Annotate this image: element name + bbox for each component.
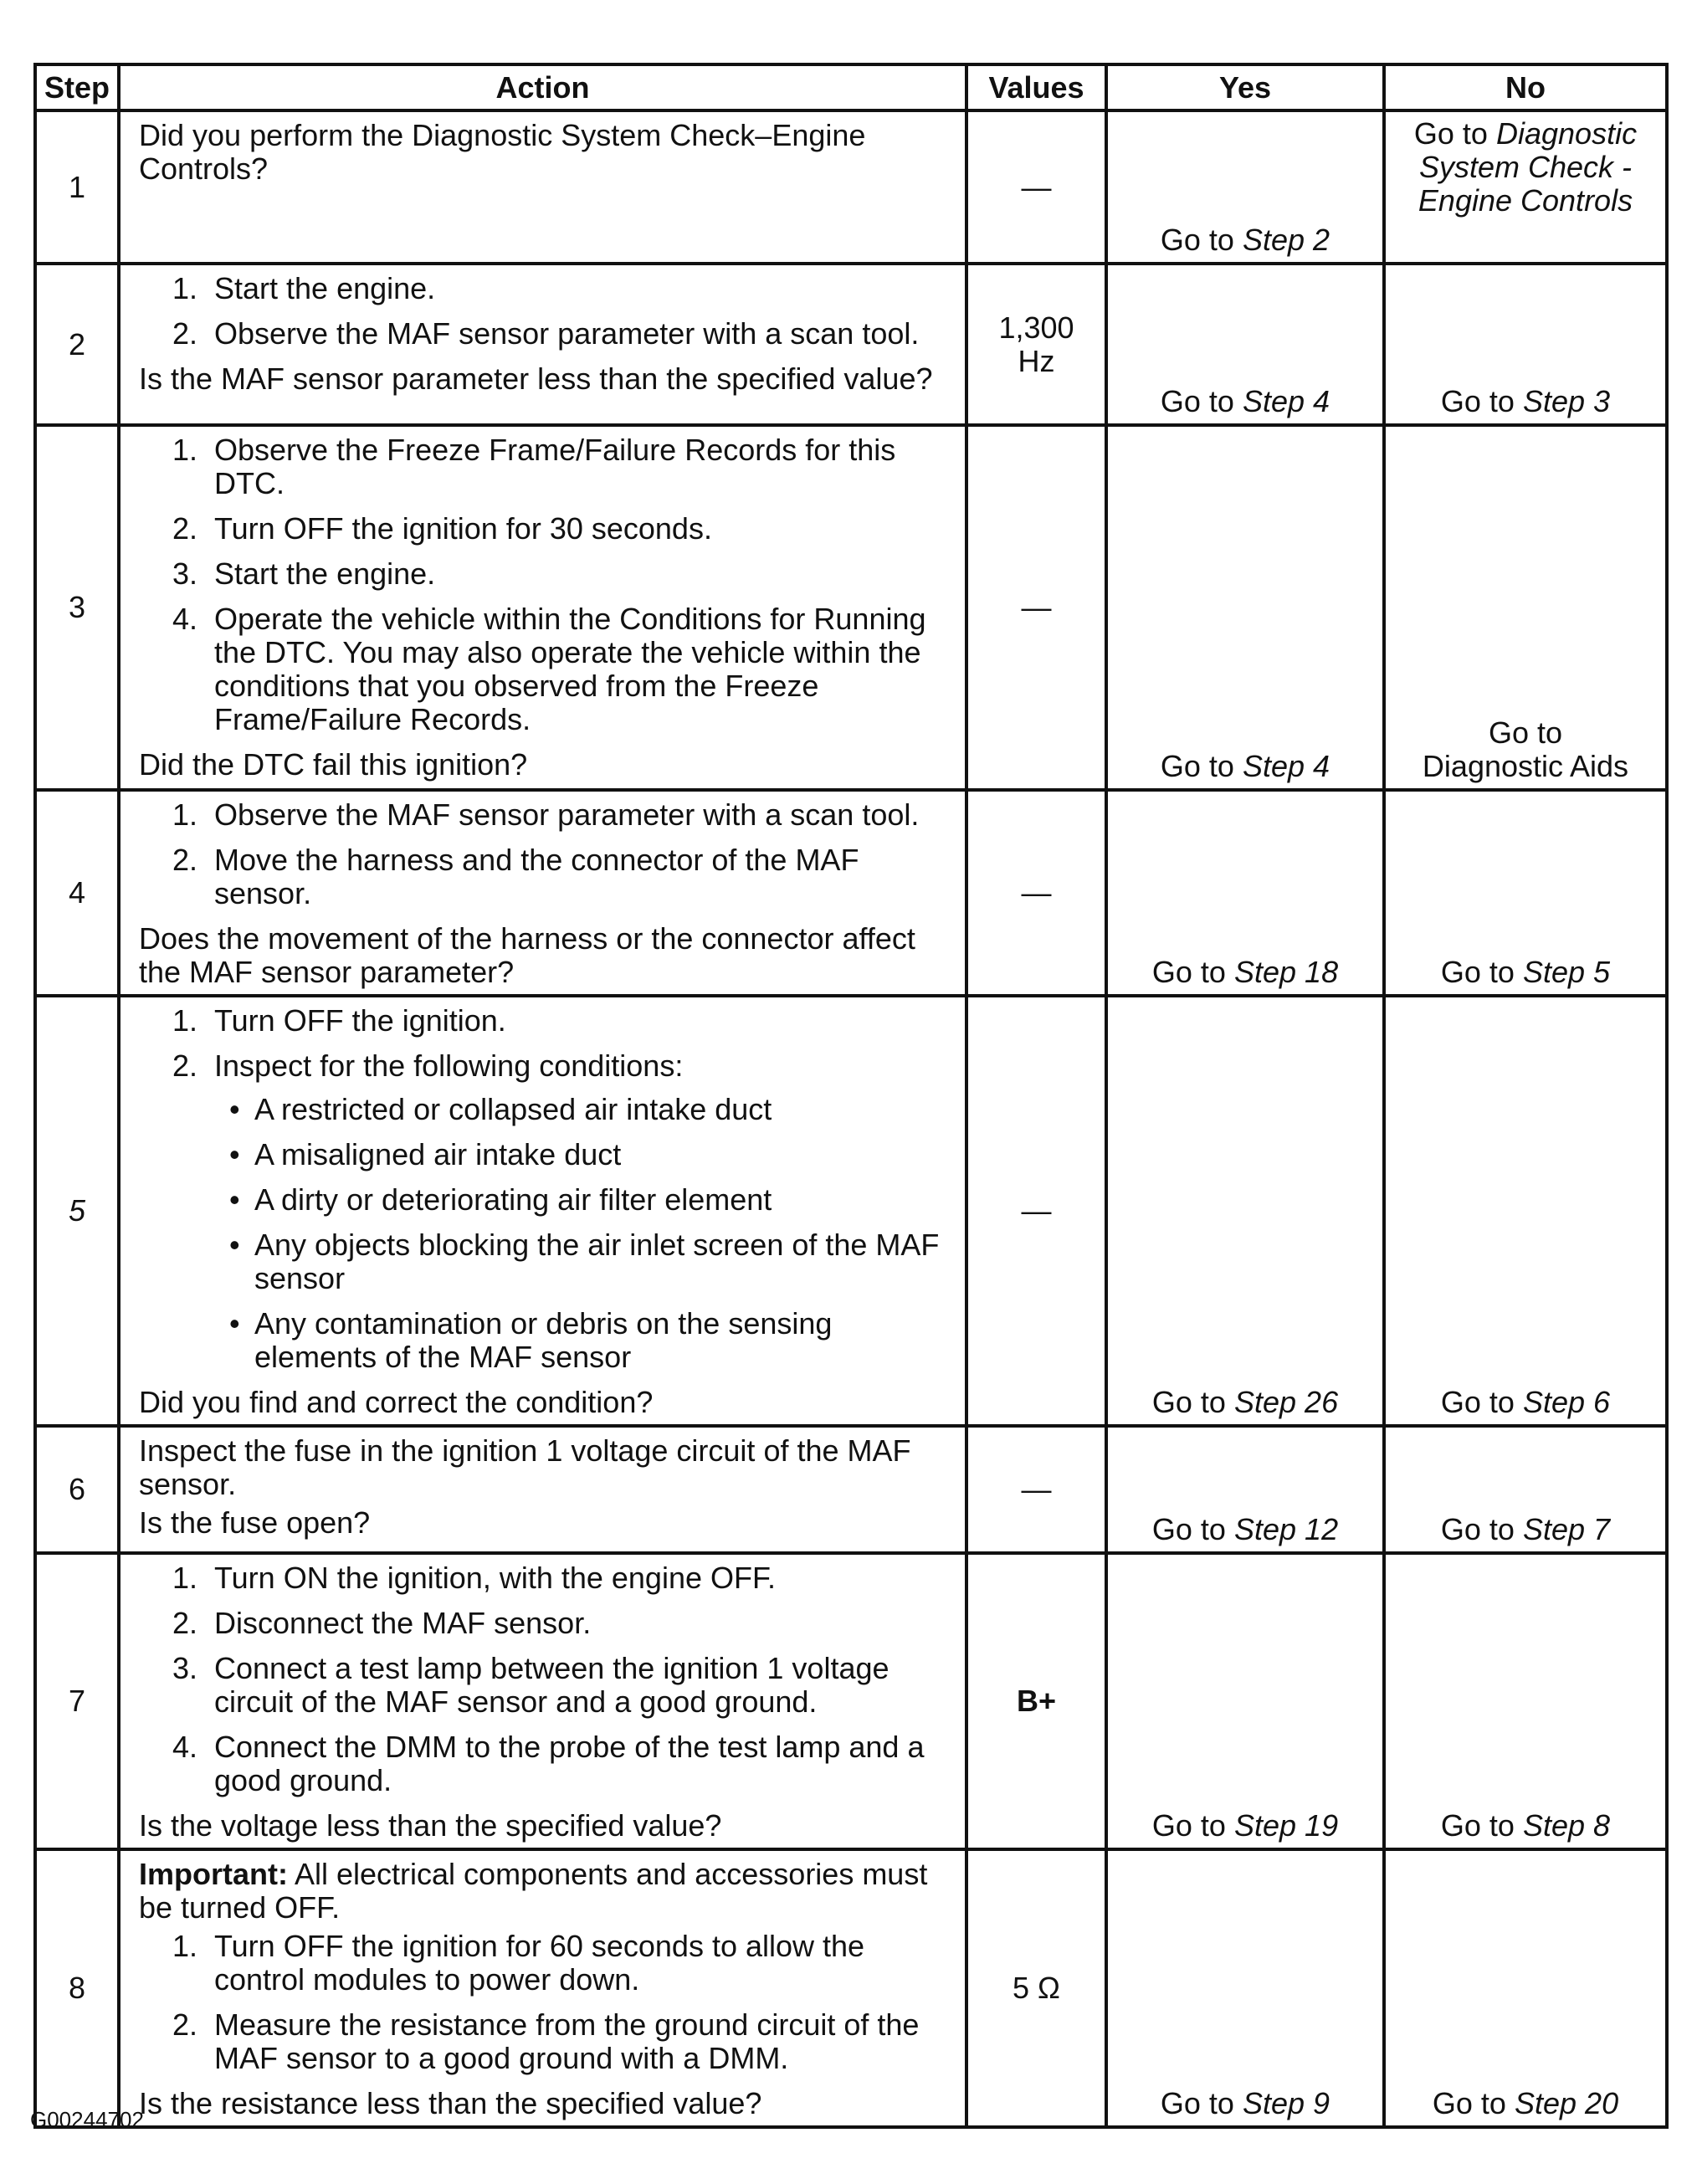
no-diagnostic-aids-link[interactable]: Go to Diagnostic Aids (1422, 715, 1629, 783)
action-question: Is the resistance less than the specified value? (139, 2086, 762, 2120)
yes-cell (1106, 264, 1384, 425)
action-question: Did the DTC fail this ignition? (139, 747, 528, 782)
diagnostic-table (33, 63, 1669, 2129)
action-cell (119, 790, 966, 996)
action-cell (119, 110, 966, 264)
step-number: 5 (35, 996, 119, 1426)
no-prefix: Go to (1440, 1808, 1515, 1843)
important-text: All electrical components and accessories must be turned OFF. (139, 1857, 928, 1925)
action-step: 2. Observe the MAF sensor parameter with a scan tool. (172, 316, 920, 351)
yes-step-link[interactable]: Step 4 (1242, 749, 1330, 783)
no-cell (1384, 264, 1667, 425)
yes-prefix: Go to (1151, 1385, 1226, 1419)
no-cell (1384, 1426, 1667, 1553)
step-number: 6 (35, 1426, 119, 1553)
table-row (35, 1553, 1667, 1849)
header-step: Step (35, 64, 119, 110)
step-number: 1 (35, 110, 119, 264)
action-step: 2. Measure the resistance from the ground circuit of the MAF sensor to a good ground with a DMM. (172, 2007, 920, 2075)
no-prefix: Go to (1440, 384, 1515, 418)
yes-prefix: Go to (1151, 1512, 1226, 1546)
action-steps (129, 1561, 956, 1797)
value-cell: — (966, 110, 1106, 264)
action-question: Is the MAF sensor parameter less than the specified value? (139, 361, 933, 396)
action-question: Does the movement of the harness or the connector affect the MAF sensor parameter? (139, 921, 915, 989)
action-question: Did you find and correct the condition? (139, 1385, 654, 1419)
no-step-link[interactable]: Diagnostic System Check - Engine Controls (1418, 116, 1638, 218)
action-step: 1. Observe the MAF sensor parameter with a scan tool. (172, 797, 920, 832)
no-step-link[interactable]: Step 7 (1522, 1512, 1611, 1546)
step-number: 7 (35, 1553, 119, 1849)
value-cell: 1,300 Hz (966, 264, 1106, 425)
yes-cell (1106, 1426, 1384, 1553)
table-row (35, 996, 1667, 1426)
action-cell (119, 1426, 966, 1553)
action-step: 3. Start the engine. (172, 556, 436, 591)
table-row (35, 264, 1667, 425)
action-step: 2. Inspect for the following conditions: • A restricted or collapsed air intake duct • A misaligned air intake duct • A dirty or deteriorating air filter element • Any objects blocking the air inlet screen of the MAF sensor • Any contamination or debris on the sensing elements of the MAF sensor (172, 1049, 956, 1374)
value-cell: — (966, 996, 1106, 1426)
list-item: • Any contamination or debris on the sensing elements of the MAF sensor (229, 1306, 833, 1374)
yes-prefix: Go to (1160, 749, 1234, 783)
action-cell (119, 425, 966, 790)
no-prefix: Go to (1440, 955, 1515, 989)
no-cell (1384, 1553, 1667, 1849)
table-row (35, 110, 1667, 264)
step-number: 2 (35, 264, 119, 425)
yes-prefix: Go to (1160, 384, 1234, 418)
no-step-link[interactable]: Step 20 (1514, 2086, 1619, 2120)
step-number: 3 (35, 425, 119, 790)
action-cell (119, 1849, 966, 2127)
no-cell (1384, 425, 1667, 790)
value-cell: 5 Ω (966, 1849, 1106, 2127)
action-step: 1. Turn ON the ignition, with the engine OFF. (172, 1561, 776, 1595)
yes-cell (1106, 1553, 1384, 1849)
list-item: • A misaligned air intake duct (229, 1137, 622, 1171)
yes-cell (1106, 1849, 1384, 2127)
important-note (139, 1858, 956, 1925)
yes-prefix: Go to (1160, 223, 1234, 257)
yes-cell (1106, 790, 1384, 996)
no-step-link[interactable]: Step 8 (1522, 1808, 1611, 1843)
no-cell (1384, 110, 1667, 264)
action-steps (129, 433, 956, 736)
action-text: Inspect the fuse in the ignition 1 voltage circuit of the MAF sensor. (139, 1433, 911, 1501)
no-cell (1384, 996, 1667, 1426)
action-steps (129, 798, 956, 910)
yes-step-link[interactable]: Step 26 (1233, 1385, 1339, 1419)
action-cell (119, 996, 966, 1426)
action-step: 2. Turn OFF the ignition for 30 seconds. (172, 511, 712, 546)
yes-prefix: Go to (1160, 2086, 1234, 2120)
yes-step-link[interactable]: Step 19 (1233, 1808, 1339, 1843)
yes-prefix: Go to (1151, 1808, 1226, 1843)
yes-step-link[interactable]: Step 4 (1242, 384, 1330, 418)
action-cell (119, 1553, 966, 1849)
action-question: Is the voltage less than the specified value? (139, 1808, 722, 1843)
action-step: 2. Move the harness and the connector of the MAF sensor. (172, 843, 859, 910)
list-item: • Any objects blocking the air inlet screen of the MAF sensor (229, 1228, 940, 1295)
condition-list (214, 1093, 956, 1374)
value-cell: — (966, 790, 1106, 996)
yes-cell (1106, 425, 1384, 790)
figure-code: G00244702 (30, 2107, 144, 2132)
action-step: 4. Connect the DMM to the probe of the test lamp and a good ground. (172, 1730, 925, 1797)
header-no: No (1384, 64, 1667, 110)
action-step: 1. Start the engine. (172, 271, 436, 305)
table-row (35, 790, 1667, 996)
action-step: 4. Operate the vehicle within the Conditions for Running the DTC. You may also operate the vehicle within the conditions that you observed from the Freeze Frame/Failure Records. (172, 602, 926, 736)
value-cell: — (966, 425, 1106, 790)
no-step-link[interactable]: Step 6 (1522, 1385, 1611, 1419)
action-cell (119, 264, 966, 425)
action-text: Did you perform the Diagnostic System Check–Engine Controls? (139, 118, 866, 186)
important-label: Important: (139, 1857, 288, 1891)
no-cell (1384, 790, 1667, 996)
yes-step-link[interactable]: Step 12 (1233, 1512, 1339, 1546)
header-values: Values (966, 64, 1106, 110)
action-step: 2. Disconnect the MAF sensor. (172, 1606, 592, 1640)
no-prefix: Go to (1440, 1385, 1515, 1419)
action-step: 1. Turn OFF the ignition for 60 seconds to allow the control modules to power down. (172, 1929, 865, 1997)
no-cell (1384, 1849, 1667, 2127)
yes-cell (1106, 996, 1384, 1426)
header-row (35, 64, 1667, 110)
action-step: 1. Observe the Freeze Frame/Failure Records for this DTC. (172, 433, 896, 500)
action-step: 1. Turn OFF the ignition. (172, 1003, 506, 1038)
no-prefix: Go to (1432, 2086, 1506, 2120)
header-yes: Yes (1106, 64, 1384, 110)
table-row (35, 425, 1667, 790)
action-steps (129, 272, 956, 351)
yes-step-link[interactable]: Step 2 (1242, 223, 1330, 257)
yes-step-link[interactable]: Step 18 (1233, 955, 1339, 989)
list-item: • A dirty or deteriorating air filter element (229, 1182, 772, 1217)
value-cell: B+ (966, 1553, 1106, 1849)
no-prefix: Go to (1413, 116, 1488, 151)
list-item: • A restricted or collapsed air intake duct (229, 1092, 772, 1126)
action-steps (129, 1930, 956, 2075)
header-action: Action (119, 64, 966, 110)
table-row (35, 1849, 1667, 2127)
no-step-link[interactable]: Step 5 (1522, 955, 1611, 989)
step-number: 4 (35, 790, 119, 996)
yes-cell (1106, 110, 1384, 264)
action-steps (129, 1004, 956, 1374)
yes-prefix: Go to (1151, 955, 1226, 989)
table-row (35, 1426, 1667, 1553)
no-step-link[interactable]: Step 3 (1522, 384, 1611, 418)
value-cell: — (966, 1426, 1106, 1553)
yes-step-link[interactable]: Step 9 (1242, 2086, 1330, 2120)
action-question: Is the fuse open? (139, 1505, 371, 1540)
no-prefix: Go to (1440, 1512, 1515, 1546)
step-number: 8 (35, 1849, 119, 2127)
action-step: 3. Connect a test lamp between the ignition 1 voltage circuit of the MAF sensor and a good ground. (172, 1651, 890, 1719)
